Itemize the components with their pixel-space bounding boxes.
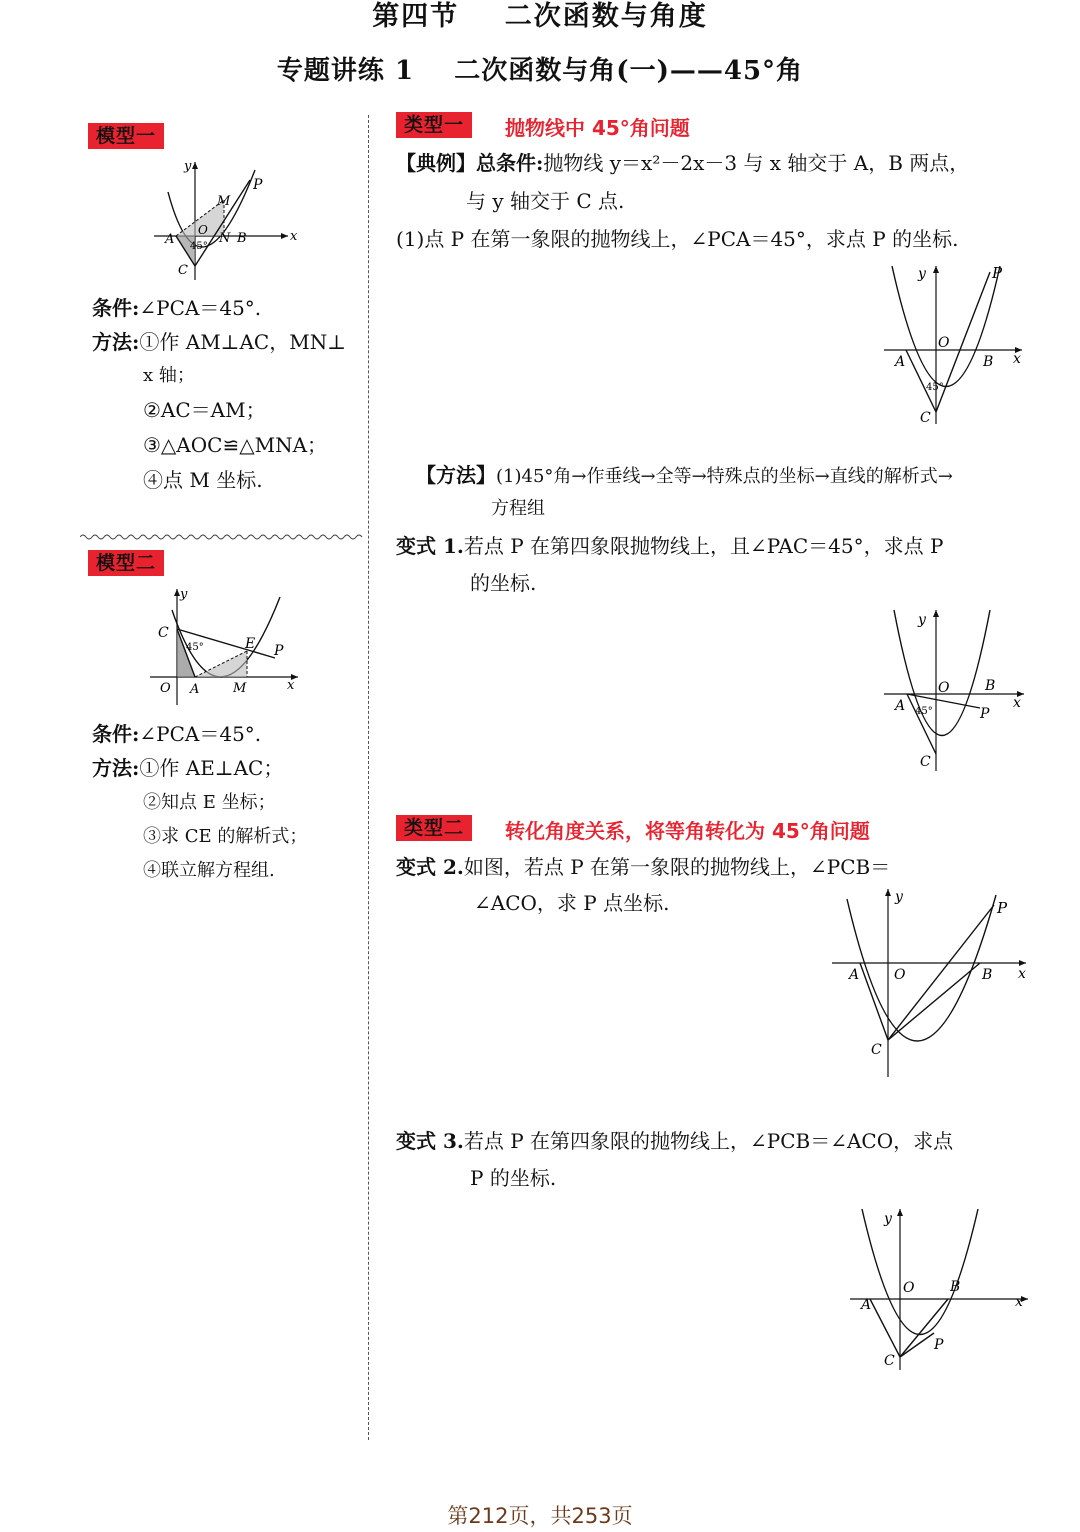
label-x: x xyxy=(290,229,298,244)
variant3-line2: P 的坐标. xyxy=(470,1166,557,1190)
figure-label: x xyxy=(1015,1294,1023,1310)
type2-title: 转化角度关系，将等角转化为 45°角问题 xyxy=(505,819,870,843)
model2-step: ④联立解方程组. xyxy=(143,860,275,881)
figure-label: y xyxy=(918,266,926,282)
page-subtitle: 专题讲练 1 二次函数与角(一)——45°角 xyxy=(276,56,804,86)
label-c: C xyxy=(178,263,188,278)
variant1-figure xyxy=(880,606,1030,774)
figure-label: 45° xyxy=(926,382,944,393)
model1-figure xyxy=(150,152,300,287)
figure-label: O xyxy=(903,1280,915,1296)
example-figure xyxy=(880,262,1030,427)
wavy-separator xyxy=(80,532,365,542)
model2-figure xyxy=(150,585,310,710)
figure-label: y xyxy=(895,889,903,905)
variant3-line1: 变式 3.若点 P 在第四象限的抛物线上，∠PCB＝∠ACO，求点 xyxy=(396,1129,954,1153)
label-angle: 45° xyxy=(190,241,208,252)
variant3-figure xyxy=(848,1205,1033,1375)
method-line2: 方程组 xyxy=(491,498,545,519)
figure-label: x xyxy=(1013,351,1021,367)
figure-label: B xyxy=(950,1279,961,1295)
figure-label: O xyxy=(894,967,906,983)
model2-condition: 条件:∠PCA＝45°. xyxy=(92,722,262,746)
method-line1: 【方法】(1)45°角→作垂线→全等→特殊点的坐标→直线的解析式→ xyxy=(416,463,953,487)
figure-label: C xyxy=(920,754,931,770)
figure-label: y xyxy=(180,587,188,602)
figure-label: C xyxy=(158,625,169,641)
model1-step: ④点 M 坐标. xyxy=(143,468,263,492)
figure-label: A xyxy=(861,1297,872,1313)
figure-label: x xyxy=(287,678,295,693)
variant2-figure xyxy=(832,885,1032,1080)
figure-label: x xyxy=(1013,695,1021,711)
type2-badge: 类型二 xyxy=(396,815,472,841)
model2-method: 方法:①作 AE⊥AC； xyxy=(92,756,284,780)
figure-label: x xyxy=(1018,966,1026,982)
figure-label: y xyxy=(918,612,926,628)
example-q1: (1)点 P 在第一象限的抛物线上，∠PCA＝45°，求点 P 的坐标. xyxy=(396,227,959,251)
figure-label: P xyxy=(992,264,1003,282)
figure-label: M xyxy=(233,681,247,696)
figure-label: P xyxy=(980,706,990,722)
column-divider xyxy=(368,115,369,1440)
model1-method: 方法:①作 AM⊥AC，MN⊥ xyxy=(92,330,347,354)
figure-label: E xyxy=(245,636,256,652)
model1-condition: 条件:∠PCA＝45°. xyxy=(92,296,262,320)
figure-label: B xyxy=(985,678,996,694)
model2-badge: 模型二 xyxy=(88,550,164,576)
page-number: 第212页，共253页 xyxy=(447,1504,633,1528)
figure-label: y xyxy=(884,1211,892,1227)
label-n: N xyxy=(219,231,231,246)
figure-label: P xyxy=(934,1337,944,1353)
figure-label: C xyxy=(884,1353,895,1369)
label-b: B xyxy=(237,231,247,246)
figure-label: A xyxy=(849,967,860,983)
model1-badge: 模型一 xyxy=(88,123,164,149)
type1-title: 抛物线中 45°角问题 xyxy=(505,116,690,140)
figure-label: B xyxy=(983,354,994,370)
figure-label: B xyxy=(982,967,993,983)
figure-label: 45° xyxy=(915,706,933,717)
example-line1: 【典例】总条件:抛物线 y＝x²－2x－3 与 x 轴交于 A，B 两点， xyxy=(396,151,970,175)
type1-badge: 类型一 xyxy=(396,112,472,138)
variant2-line1: 变式 2.如图，若点 P 在第一象限的抛物线上，∠PCB＝ xyxy=(396,855,891,879)
model2-step: ③求 CE 的解析式； xyxy=(143,826,308,847)
figure-label: C xyxy=(920,410,931,426)
figure-label: O xyxy=(160,681,171,696)
figure-label: O xyxy=(938,680,950,696)
model2-step: ②知点 E 坐标； xyxy=(143,792,276,813)
label-p: P xyxy=(253,177,263,193)
label-y: y xyxy=(184,159,192,174)
variant1-line1: 变式 1.若点 P 在第四象限抛物线上，且∠PAC＝45°，求点 P xyxy=(396,534,944,558)
label-m: M xyxy=(217,194,231,209)
figure-label: O xyxy=(938,335,950,351)
label-a: A xyxy=(165,232,175,247)
example-line2: 与 y 轴交于 C 点. xyxy=(466,189,625,213)
variant2-line2: ∠ACO，求 P 点坐标. xyxy=(474,891,670,915)
model1-step: ②AC＝AM； xyxy=(143,398,266,422)
model1-step: x 轴； xyxy=(143,365,195,386)
variant1-line2: 的坐标. xyxy=(470,571,537,595)
figure-label: 45° xyxy=(186,642,204,653)
figure-label: C xyxy=(871,1042,882,1058)
section-title: 第四节 二次函数与角度 xyxy=(372,1,708,32)
figure-label: A xyxy=(895,354,906,370)
figure-label: P xyxy=(274,643,284,659)
label-o: O xyxy=(198,223,208,237)
model1-step: ③△AOC≌△MNA； xyxy=(143,433,328,457)
figure-label: A xyxy=(190,682,200,697)
figure-label: P xyxy=(997,899,1008,917)
figure-label: A xyxy=(895,698,906,714)
